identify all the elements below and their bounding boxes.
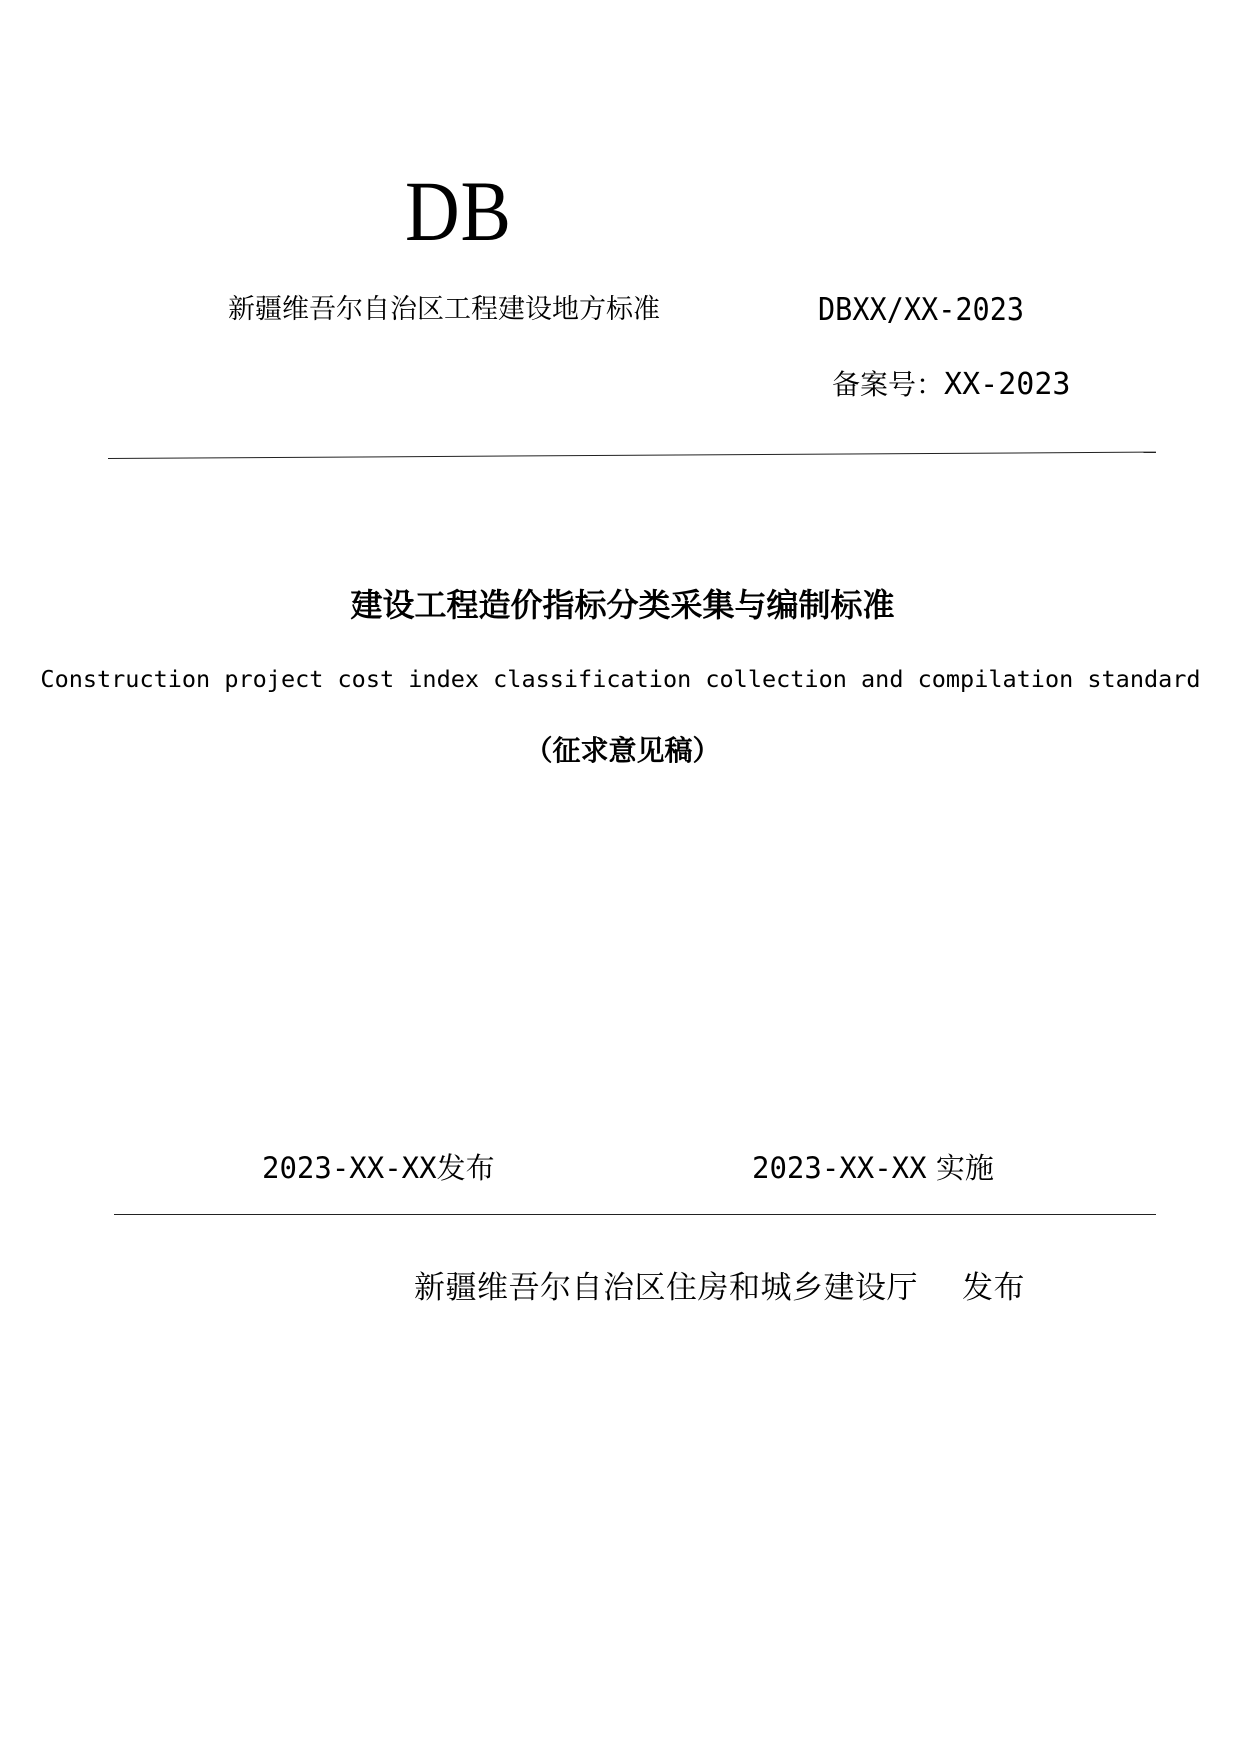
effective-label: 实施	[935, 1151, 994, 1185]
top-divider	[108, 452, 1156, 459]
publisher-line	[414, 1268, 1025, 1308]
standard-number: DBXX/XX-2023	[818, 292, 1025, 328]
bottom-divider	[114, 1214, 1156, 1215]
release-date: 2023-XX-XX	[262, 1151, 437, 1185]
draft-status: （征求意见稿）	[524, 734, 721, 767]
publisher-name: 新疆维吾尔自治区住房和城乡建设厅	[414, 1270, 918, 1306]
effective-date-line	[752, 1149, 994, 1187]
db-mark: DB	[405, 163, 512, 259]
document-title-english: Construction project cost index classification collection and compilation standard	[40, 665, 1201, 693]
document-title: 建设工程造价指标分类采集与编制标准	[350, 586, 895, 624]
standard-series-label: 新疆维吾尔自治区工程建设地方标准	[228, 294, 660, 325]
record-number: XX-2023	[944, 367, 1071, 402]
effective-date: 2023-XX-XX	[752, 1151, 927, 1185]
release-date-line	[262, 1149, 495, 1187]
release-label: 发布	[436, 1151, 495, 1185]
publish-label: 发布	[962, 1270, 1025, 1306]
record-label: 备案号：	[832, 368, 945, 401]
record-number-line	[832, 368, 1070, 402]
